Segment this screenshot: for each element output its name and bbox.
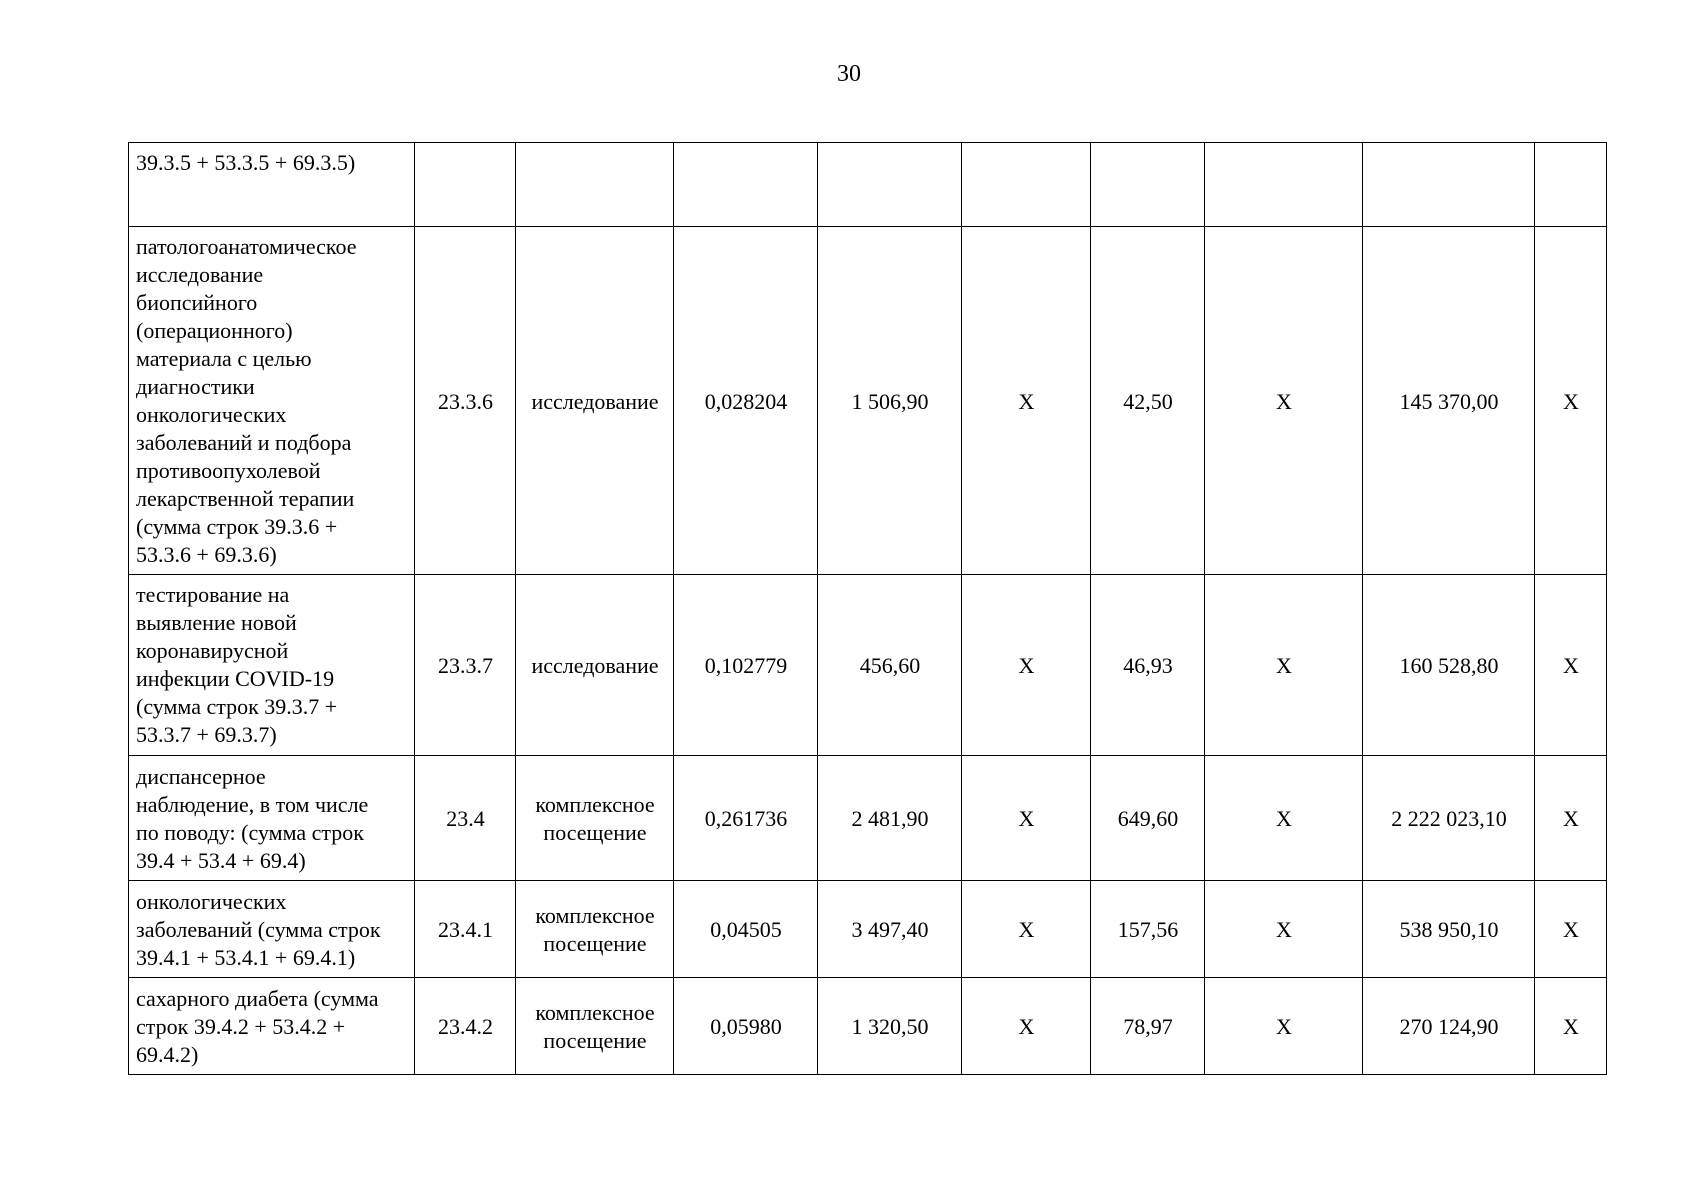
row-x1-cell: Х bbox=[962, 881, 1091, 978]
row-x1-cell: Х bbox=[962, 227, 1091, 575]
row-x2-cell: Х bbox=[1205, 575, 1363, 756]
row-name-line: (сумма строк 39.3.7 + bbox=[136, 694, 338, 719]
row-per-capita-cell: 46,93 bbox=[1091, 575, 1205, 756]
row-x1-cell: Х bbox=[962, 978, 1091, 1075]
row-name-line: онкологических bbox=[136, 402, 287, 427]
row-total-cell: 145 370,00 bbox=[1363, 227, 1535, 575]
row-code-cell: 23.3.7 bbox=[415, 575, 516, 756]
row-name-line: заболеваний (сумма строк bbox=[136, 917, 381, 942]
row-x2-cell: Х bbox=[1205, 881, 1363, 978]
row-cost-cell: 1 320,50 bbox=[818, 978, 962, 1075]
row-total-cell: 270 124,90 bbox=[1363, 978, 1535, 1075]
row-code-cell: 23.4 bbox=[415, 756, 516, 881]
row-name-line: выявление новой bbox=[136, 610, 297, 635]
row-code-cell: 23.4.1 bbox=[415, 881, 516, 978]
row-name-cell bbox=[129, 575, 415, 756]
row-x3-cell bbox=[1535, 143, 1607, 227]
row-x1-cell: Х bbox=[962, 575, 1091, 756]
row-name-line: патологоанатомическое bbox=[136, 234, 357, 259]
row-name-line: 53.3.6 + 69.3.6) bbox=[136, 542, 277, 567]
row-name-line: 53.3.7 + 69.3.7) bbox=[136, 722, 277, 747]
row-code-cell: 23.4.2 bbox=[415, 978, 516, 1075]
row-name-line: 69.4.2) bbox=[136, 1042, 199, 1067]
table-row bbox=[129, 978, 1607, 1075]
row-volume-cell: 0,028204 bbox=[674, 227, 818, 575]
row-per-capita-cell: 78,97 bbox=[1091, 978, 1205, 1075]
row-code-cell bbox=[415, 143, 516, 227]
row-total-cell: 2 222 023,10 bbox=[1363, 756, 1535, 881]
row-name-line: сахарного диабета (сумма bbox=[136, 986, 379, 1011]
row-unit-line: комплексное bbox=[535, 903, 655, 928]
row-name-line: заболеваний и подбора bbox=[136, 430, 352, 455]
row-unit-cell: исследование bbox=[516, 575, 674, 756]
row-name-line: противоопухолевой bbox=[136, 458, 321, 483]
row-unit-cell bbox=[516, 978, 674, 1075]
row-x2-cell: Х bbox=[1205, 756, 1363, 881]
row-name-line: биопсийного bbox=[136, 290, 258, 315]
row-unit-line: посещение bbox=[543, 820, 647, 845]
row-name-line: материала с целью bbox=[136, 346, 312, 371]
row-unit-cell bbox=[516, 143, 674, 227]
row-unit-cell bbox=[516, 881, 674, 978]
row-cost-cell: 456,60 bbox=[818, 575, 962, 756]
row-name-line: лекарственной терапии bbox=[136, 486, 355, 511]
row-cost-cell: 1 506,90 bbox=[818, 227, 962, 575]
row-total-cell bbox=[1363, 143, 1535, 227]
row-unit-line: посещение bbox=[543, 1028, 647, 1053]
row-per-capita-cell: 649,60 bbox=[1091, 756, 1205, 881]
row-name-line: тестирование на bbox=[136, 582, 290, 607]
row-volume-cell: 0,05980 bbox=[674, 978, 818, 1075]
row-name-line: диагностики bbox=[136, 374, 255, 399]
row-unit-cell: исследование bbox=[516, 227, 674, 575]
row-per-capita-cell bbox=[1091, 143, 1205, 227]
row-name-line: коронавирусной bbox=[136, 638, 289, 663]
row-x3-cell: Х bbox=[1535, 978, 1607, 1075]
row-name-line: наблюдение, в том числе bbox=[136, 792, 369, 817]
row-x3-cell: Х bbox=[1535, 881, 1607, 978]
row-x2-cell: Х bbox=[1205, 227, 1363, 575]
row-name-cell bbox=[129, 227, 415, 575]
row-volume-cell bbox=[674, 143, 818, 227]
table-row bbox=[129, 227, 1607, 575]
row-total-cell: 160 528,80 bbox=[1363, 575, 1535, 756]
row-name-line: 39.3.5 + 53.3.5 + 69.3.5) bbox=[136, 150, 356, 175]
row-x2-cell: Х bbox=[1205, 978, 1363, 1075]
row-name-line: онкологических bbox=[136, 889, 287, 914]
table-row bbox=[129, 881, 1607, 978]
row-name-line: строк 39.4.2 + 53.4.2 + bbox=[136, 1014, 346, 1039]
row-x2-cell bbox=[1205, 143, 1363, 227]
row-name-line: 39.4 + 53.4 + 69.4) bbox=[136, 848, 306, 873]
row-cost-cell: 2 481,90 bbox=[818, 756, 962, 881]
data-table bbox=[128, 142, 1607, 1075]
row-per-capita-cell: 42,50 bbox=[1091, 227, 1205, 575]
row-unit-line: комплексное bbox=[535, 1000, 655, 1025]
row-unit-cell bbox=[516, 756, 674, 881]
row-name-cell bbox=[129, 756, 415, 881]
row-volume-cell: 0,261736 bbox=[674, 756, 818, 881]
table-row bbox=[129, 143, 1607, 227]
row-x1-cell bbox=[962, 143, 1091, 227]
row-cost-cell bbox=[818, 143, 962, 227]
row-code-cell: 23.3.6 bbox=[415, 227, 516, 575]
row-name-line: диспансерное bbox=[136, 764, 266, 789]
row-volume-cell: 0,102779 bbox=[674, 575, 818, 756]
row-cost-cell: 3 497,40 bbox=[818, 881, 962, 978]
row-volume-cell: 0,04505 bbox=[674, 881, 818, 978]
row-x3-cell: Х bbox=[1535, 575, 1607, 756]
row-unit-line: комплексное bbox=[535, 792, 655, 817]
row-name-cell bbox=[129, 978, 415, 1075]
row-name-line: по поводу: (сумма строк bbox=[136, 820, 364, 845]
row-name-cell bbox=[129, 143, 415, 227]
row-name-line: (сумма строк 39.3.6 + bbox=[136, 514, 338, 539]
page-number: 30 bbox=[837, 61, 861, 87]
row-name-line: инфекции COVID-19 bbox=[136, 666, 335, 691]
row-name-line: (операционного) bbox=[136, 318, 293, 343]
row-x3-cell: Х bbox=[1535, 756, 1607, 881]
row-per-capita-cell: 157,56 bbox=[1091, 881, 1205, 978]
row-x1-cell: Х bbox=[962, 756, 1091, 881]
row-total-cell: 538 950,10 bbox=[1363, 881, 1535, 978]
row-name-line: 39.4.1 + 53.4.1 + 69.4.1) bbox=[136, 945, 356, 970]
row-unit-line: посещение bbox=[543, 931, 647, 956]
row-name-cell bbox=[129, 881, 415, 978]
table-row bbox=[129, 575, 1607, 756]
row-name-line: исследование bbox=[136, 262, 264, 287]
row-x3-cell: Х bbox=[1535, 227, 1607, 575]
table-row bbox=[129, 756, 1607, 881]
